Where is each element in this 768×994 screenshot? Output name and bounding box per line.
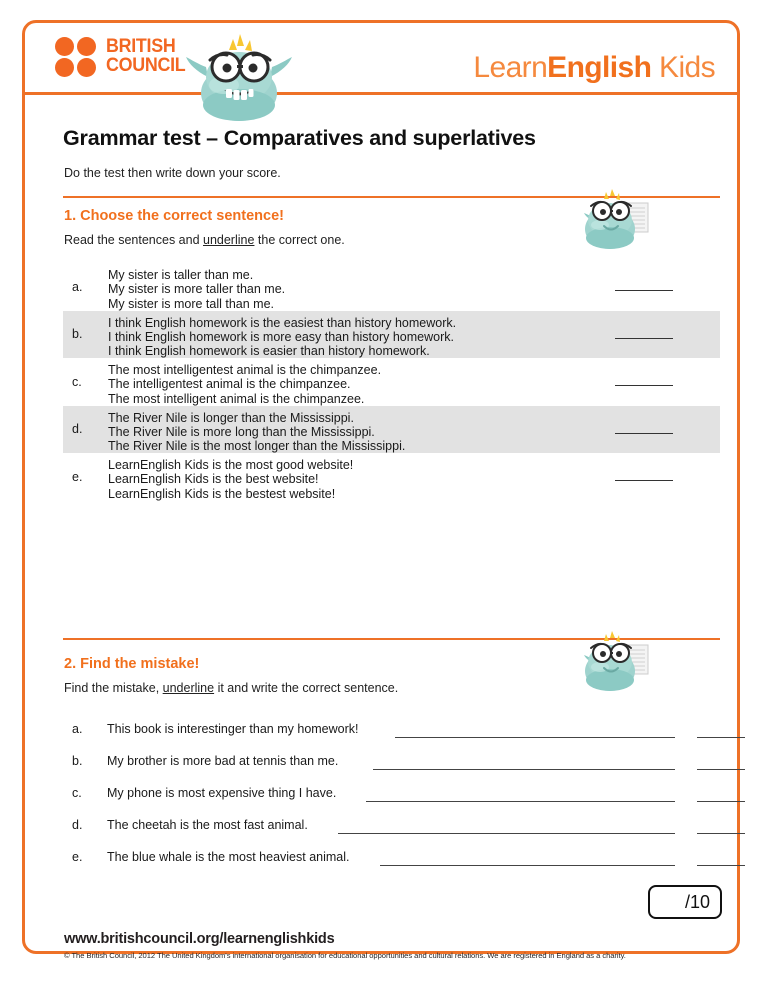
option-text[interactable]: I think English homework is more easy than history homework. [108,329,454,344]
british-council-logo [55,37,190,77]
option-text[interactable]: The River Nile is longer than the Mississippi. [108,410,354,425]
instruction-underline-word: underline [162,681,215,695]
mistake-row [63,747,745,779]
option-text[interactable]: I think English homework is easier than history homework. [108,344,430,359]
write-answer-line[interactable] [373,769,675,770]
item-options [108,268,285,311]
score-line[interactable] [697,833,745,834]
logo-wordmark [106,38,190,75]
item-options [108,411,405,454]
instruction-text-after: the correct one. [254,233,345,247]
monster-mascot-icon [180,33,298,125]
logo-line-british: BRITISH [106,36,176,58]
option-text[interactable]: LearnEnglish Kids is the best website! [108,472,319,487]
page-subtitle: Do the test then write down your score. [64,166,281,180]
score-line[interactable] [697,769,745,770]
wordmark-english: English [547,51,652,84]
footer-website-url[interactable]: www.britishcouncil.org/learnenglishkids [64,931,335,947]
question-row [63,263,720,311]
mistake-row [63,811,745,843]
instruction-text-before: Find the mistake, [64,681,163,695]
logo-line-council: COUNCIL [106,55,186,76]
score-line[interactable] [697,737,745,738]
question-row [63,406,720,454]
item-letter: a. [72,722,83,736]
page-frame [22,20,740,960]
instruction-text-before: Read the sentences and [64,233,203,247]
page-header [25,23,737,95]
page-title: Grammar test – Comparatives and superlatives [63,126,536,150]
answer-line[interactable] [615,433,673,434]
mistake-sentence[interactable]: My phone is most expensive thing I have. [107,786,337,800]
option-text[interactable]: I think English homework is the easiest than history homework. [108,315,457,330]
instruction-text-after: it and write the correct sentence. [214,681,399,695]
section-1-instruction [64,233,345,247]
option-text[interactable]: The intelligentest animal is the chimpanzee. [108,377,351,392]
item-letter: e. [72,850,83,864]
mistake-sentence[interactable]: The cheetah is the most fast animal. [107,818,308,832]
option-text[interactable]: The most intelligent animal is the chimpanzee. [108,391,365,406]
wordmark-kids: Kids [651,51,715,84]
score-line[interactable] [697,801,745,802]
option-text[interactable]: The River Nile is the most longer than the Mississippi. [108,439,406,454]
mistake-sentence[interactable]: This book is interestinger than my homework! [107,722,359,736]
item-letter: a. [72,279,83,294]
answer-line[interactable] [615,290,673,291]
score-line[interactable] [697,865,745,866]
section-2-heading: 2. Find the mistake! [64,656,200,672]
instruction-underline-word: underline [203,233,255,247]
option-text[interactable]: The most intelligentest animal is the chimpanzee. [108,363,382,377]
option-text[interactable]: LearnEnglish Kids is the most good website! [108,458,354,472]
wordmark-learn: Learn [473,51,548,84]
section-2-items [63,715,745,875]
item-letter: d. [72,818,83,832]
write-answer-line[interactable] [338,833,675,834]
answer-line[interactable] [615,338,673,339]
item-letter: e. [72,469,83,484]
monster-with-paper-icon [577,189,653,251]
item-options [108,458,353,501]
mistake-sentence[interactable]: My brother is more bad at tennis than me. [107,754,339,768]
section-2-instruction [64,681,398,695]
mistake-row [63,843,745,875]
option-text[interactable]: My sister is taller than me. [108,268,254,282]
section-1-items [63,263,720,501]
answer-line[interactable] [615,480,673,481]
question-row [63,453,720,501]
option-text[interactable]: My sister is more tall than me. [108,296,275,311]
option-text[interactable]: The River Nile is more long than the Mississippi. [108,424,375,439]
learnenglish-kids-wordmark [473,51,715,85]
footer-copyright: © The British Council, 2012 The United Kingdom's international organisation for educational opportunities and cultural relations. We are registered in England as a charity. [64,951,626,960]
write-answer-line[interactable] [366,801,675,802]
item-letter: c. [72,374,82,389]
monster-with-paper-icon [577,631,653,693]
option-text[interactable]: My sister is more taller than me. [108,282,286,297]
mistake-row [63,715,745,747]
item-options [108,363,381,406]
mistake-sentence[interactable]: The blue whale is the most heaviest animal. [107,850,350,864]
mistake-row [63,779,745,811]
logo-dots-icon [55,37,97,77]
question-row [63,311,720,359]
score-denominator: /10 [684,891,710,912]
item-letter: b. [72,327,83,341]
option-text[interactable]: LearnEnglish Kids is the bestest website! [108,486,336,501]
item-letter: d. [72,422,83,436]
question-row [63,358,720,406]
answer-line[interactable] [615,385,673,386]
item-letter: b. [72,754,83,768]
write-answer-line[interactable] [395,737,675,738]
item-letter: c. [72,786,82,800]
total-score-box[interactable] [648,885,722,919]
item-options [108,316,456,359]
write-answer-line[interactable] [380,865,675,866]
section-1-heading: 1. Choose the correct sentence! [64,208,284,224]
